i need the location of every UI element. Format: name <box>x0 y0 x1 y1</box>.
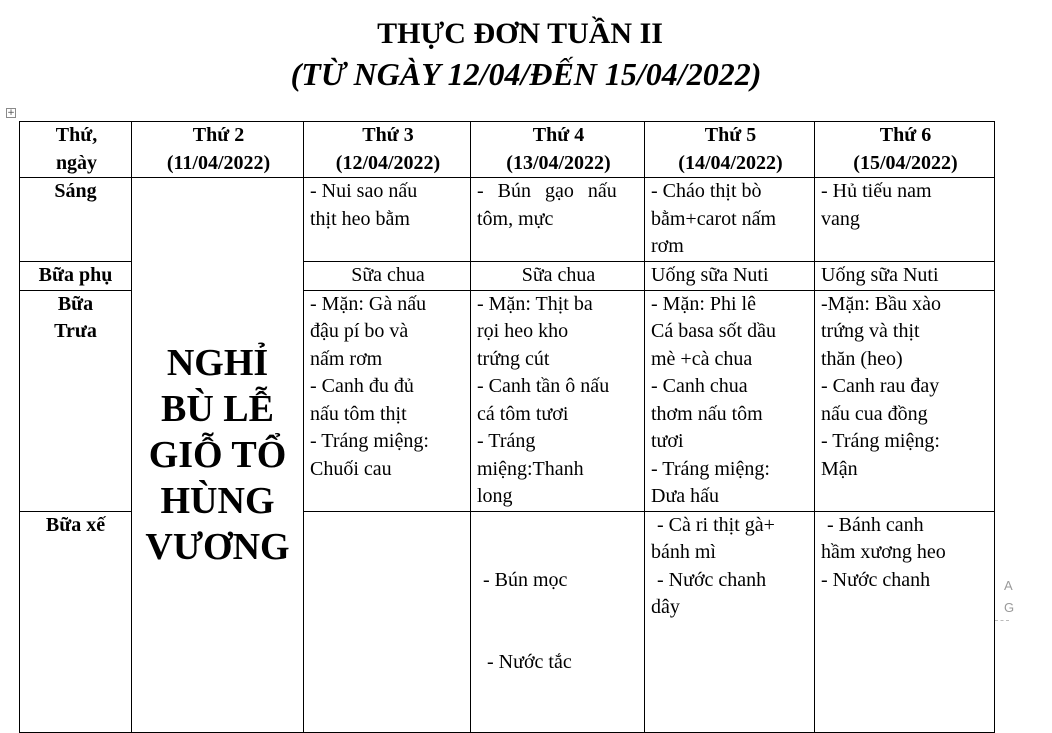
row-label-bua-phu: Bữa phụ <box>20 262 132 291</box>
corner-header <box>20 122 132 178</box>
cell-bua-xe-thu-5 <box>815 511 995 732</box>
cell-bua-trua-thu-6 <box>815 290 995 511</box>
menu-line: vang <box>821 207 860 230</box>
holiday-line: BÙ LỄ <box>161 387 274 430</box>
holiday-line: NGHỈ <box>166 341 269 384</box>
menu-date-range: (TỪ NGÀY 12/04/ĐẾN 15/04/2022) <box>290 56 762 92</box>
menu-line: - Tráng <box>477 430 536 452</box>
day-name: Thứ 4 <box>532 124 585 146</box>
menu-line: Mận <box>821 457 858 480</box>
cell-sang-thu-5 <box>645 178 815 262</box>
row-label-bua-xe: Bữa xế <box>20 511 132 732</box>
menu-line: hầm xương heo <box>821 541 946 563</box>
cell-bua-xe-thu-4 <box>645 511 815 732</box>
menu-line: bằm+carot nấm <box>651 207 777 230</box>
menu-line: - Tráng miệng: <box>310 430 429 452</box>
cell-sang-thu-3 <box>304 178 471 262</box>
row-sang <box>20 178 995 262</box>
menu-line: dây <box>651 596 680 618</box>
menu-line: - Nước tắc <box>477 651 572 673</box>
menu-line: rơm <box>651 235 684 257</box>
menu-line: - Bánh canh <box>827 513 924 536</box>
day-date: (11/04/2022) <box>166 151 271 174</box>
day-date: (12/04/2022) <box>335 151 441 174</box>
menu-line: bánh mì <box>651 541 716 563</box>
menu-line: - Tráng miệng: <box>651 457 770 480</box>
menu-line: - Canh chua <box>651 375 748 397</box>
day-header-thu-3 <box>304 122 471 178</box>
day-header-thu-4 <box>471 122 645 178</box>
cell-bua-phu-thu-3: Sữa chua <box>304 262 471 291</box>
holiday-notice <box>132 178 304 733</box>
menu-line: miệng:Thanh <box>477 457 584 480</box>
day-header-thu-6 <box>815 122 995 178</box>
day-header-thu-2 <box>132 122 304 178</box>
cell-bua-trua-thu-4 <box>471 290 645 511</box>
menu-line: long <box>477 485 513 507</box>
menu-line: - Bún gạo nấu <box>477 180 617 202</box>
edge-mark: G <box>1004 600 1015 615</box>
cell-sang-thu-4 <box>471 178 645 262</box>
table-header-row <box>20 122 995 178</box>
menu-line: - Tráng miệng: <box>821 430 940 452</box>
menu-line: tôm, mực <box>477 207 554 230</box>
menu-line: Chuối cau <box>310 457 392 480</box>
page-edge-marker <box>995 620 1009 621</box>
cell-bua-trua-thu-5 <box>645 290 815 511</box>
menu-line: thịt heo bằm <box>310 207 410 230</box>
holiday-line: GIỖ TỔ <box>148 433 287 476</box>
menu-line: - Nước chanh <box>821 568 931 591</box>
weekly-menu-table <box>19 121 995 733</box>
menu-line: nấm rơm <box>310 347 383 370</box>
menu-line: rọi heo kho <box>477 320 569 342</box>
holiday-line: HÙNG <box>160 479 275 522</box>
menu-line: - Nước chanh <box>657 568 767 591</box>
menu-line: - Canh đu đủ <box>310 375 414 397</box>
day-name: Thứ 2 <box>192 124 245 146</box>
menu-line: Dưa hấu <box>651 485 720 507</box>
cell-sang-thu-6 <box>815 178 995 262</box>
menu-line: - Mặn: Phi lê <box>651 292 756 315</box>
day-header-thu-5 <box>645 122 815 178</box>
cell-bua-phu-thu-5: Uống sữa Nuti <box>645 262 815 291</box>
holiday-line: VƯƠNG <box>145 525 290 568</box>
menu-line: thăn (heo) <box>821 347 903 370</box>
day-name: Thứ 5 <box>704 124 757 146</box>
edge-mark: A <box>1004 578 1013 593</box>
day-date: (15/04/2022) <box>853 151 958 174</box>
row-label-line: Trưa <box>54 320 97 342</box>
day-name: Thứ 6 <box>879 124 932 146</box>
menu-line: - Bún mọc <box>483 568 568 591</box>
cell-bua-phu-thu-4: Sữa chua <box>471 262 645 291</box>
day-date: (14/04/2022) <box>678 151 783 174</box>
menu-line: trứng cút <box>477 347 550 370</box>
row-label-bua-trua <box>20 290 132 511</box>
menu-line: Cá basa sốt dầu <box>651 320 776 342</box>
menu-line: - Hủ tiếu nam <box>821 180 932 202</box>
menu-line: - Canh rau đay <box>821 375 940 397</box>
menu-line: - Cà ri thịt gà+ <box>657 513 775 536</box>
menu-line: -Mặn: Bầu xào <box>821 292 941 315</box>
menu-line: nấu tôm thịt <box>310 402 407 425</box>
day-date: (13/04/2022) <box>506 151 611 174</box>
menu-line-text: Mặn: Gà nấu <box>316 292 427 315</box>
cell-bua-xe-thu-3 <box>471 511 645 732</box>
menu-title: THỰC ĐƠN TUẦN II <box>377 17 663 50</box>
menu-line: - Mặn: Gà nấu <box>310 292 427 315</box>
menu-line: đậu pí bo và <box>310 320 409 342</box>
corner-label: Thứ, <box>55 124 98 146</box>
menu-line: trứng và thịt <box>821 320 920 342</box>
menu-line: - Canh tần ô nấu <box>477 375 610 397</box>
cell-bua-xe-thu-2 <box>304 511 471 732</box>
menu-line: thơm nấu tôm <box>651 402 763 425</box>
menu-line: - Mặn: Thịt ba <box>477 292 593 315</box>
menu-line: cá tôm tươi <box>477 402 569 425</box>
row-label-line: Bữa <box>57 292 94 315</box>
menu-line: - Cháo thịt bò <box>651 180 762 202</box>
move-handle-icon[interactable]: + <box>7 108 15 118</box>
row-label-sang: Sáng <box>20 178 132 262</box>
corner-label: ngày <box>55 151 98 174</box>
day-name: Thứ 3 <box>362 124 414 146</box>
menu-line: tươi <box>651 430 684 452</box>
menu-line: nấu cua đồng <box>821 402 928 425</box>
cell-bua-phu-thu-6: Uống sữa Nuti <box>815 262 995 291</box>
menu-line: - Nui sao nấu <box>310 180 418 202</box>
cell-bua-trua-thu-3 <box>304 290 471 511</box>
menu-line: mè +cà chua <box>651 347 753 370</box>
